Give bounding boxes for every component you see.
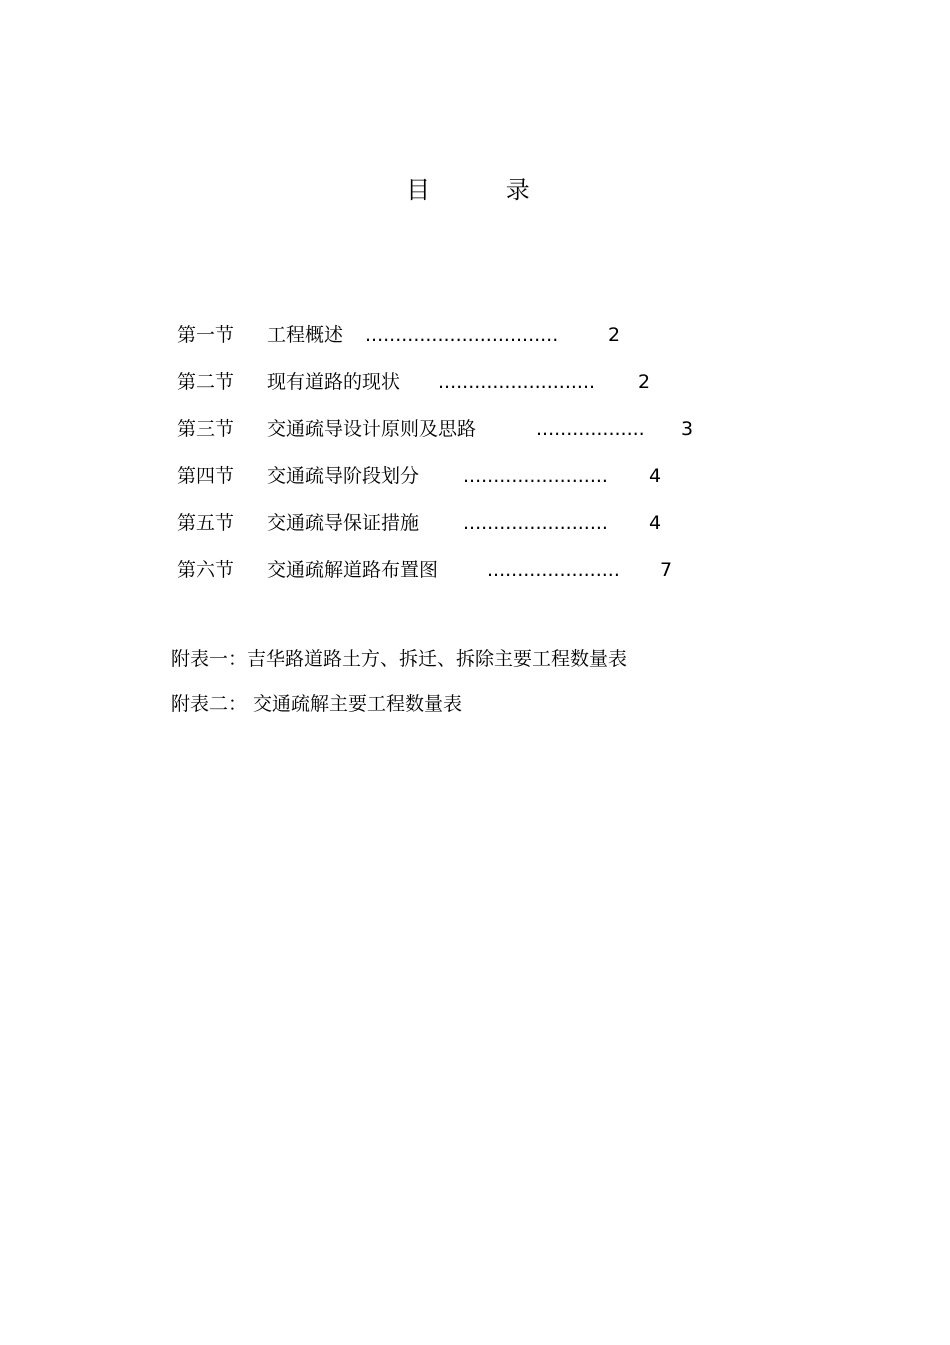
toc-section-label: 第四节	[177, 465, 235, 487]
toc-title: 交通疏导阶段划分	[267, 465, 420, 487]
toc-page-number: 2	[608, 324, 621, 346]
toc-title: 工程概述	[267, 324, 344, 346]
toc-leader: ................................	[365, 324, 559, 346]
toc-title: 交通疏导保证措施	[267, 512, 420, 534]
appendix-item-2: 附表二： 交通疏解主要工程数量表	[171, 693, 463, 715]
toc-leader: ......................	[487, 559, 620, 581]
toc-title: 现有道路的现状	[267, 371, 401, 393]
toc-leader: ........................	[463, 465, 608, 487]
page-title: 目 录	[406, 176, 564, 204]
toc-leader: ........................	[463, 512, 608, 534]
toc-section-label: 第六节	[177, 559, 235, 581]
toc-leader: ..................	[536, 418, 645, 440]
toc-section-label: 第五节	[177, 512, 235, 534]
toc-page-number: 4	[649, 512, 662, 534]
toc-page-number: 2	[638, 371, 651, 393]
toc-section-label: 第二节	[177, 371, 235, 393]
appendix-list	[171, 642, 627, 732]
toc-title: 交通疏解道路布置图	[267, 559, 439, 581]
appendix-item-1: 附表一：吉华路道路土方、拆迁、拆除主要工程数量表	[171, 648, 628, 670]
toc-page-number: 7	[660, 559, 673, 581]
toc-leader: ..........................	[438, 371, 596, 393]
toc-section-label: 第一节	[177, 324, 235, 346]
toc-page-number: 4	[649, 465, 662, 487]
toc-title: 交通疏导设计原则及思路	[267, 418, 477, 440]
toc-section-label: 第三节	[177, 418, 235, 440]
toc-page-number: 3	[681, 418, 694, 440]
